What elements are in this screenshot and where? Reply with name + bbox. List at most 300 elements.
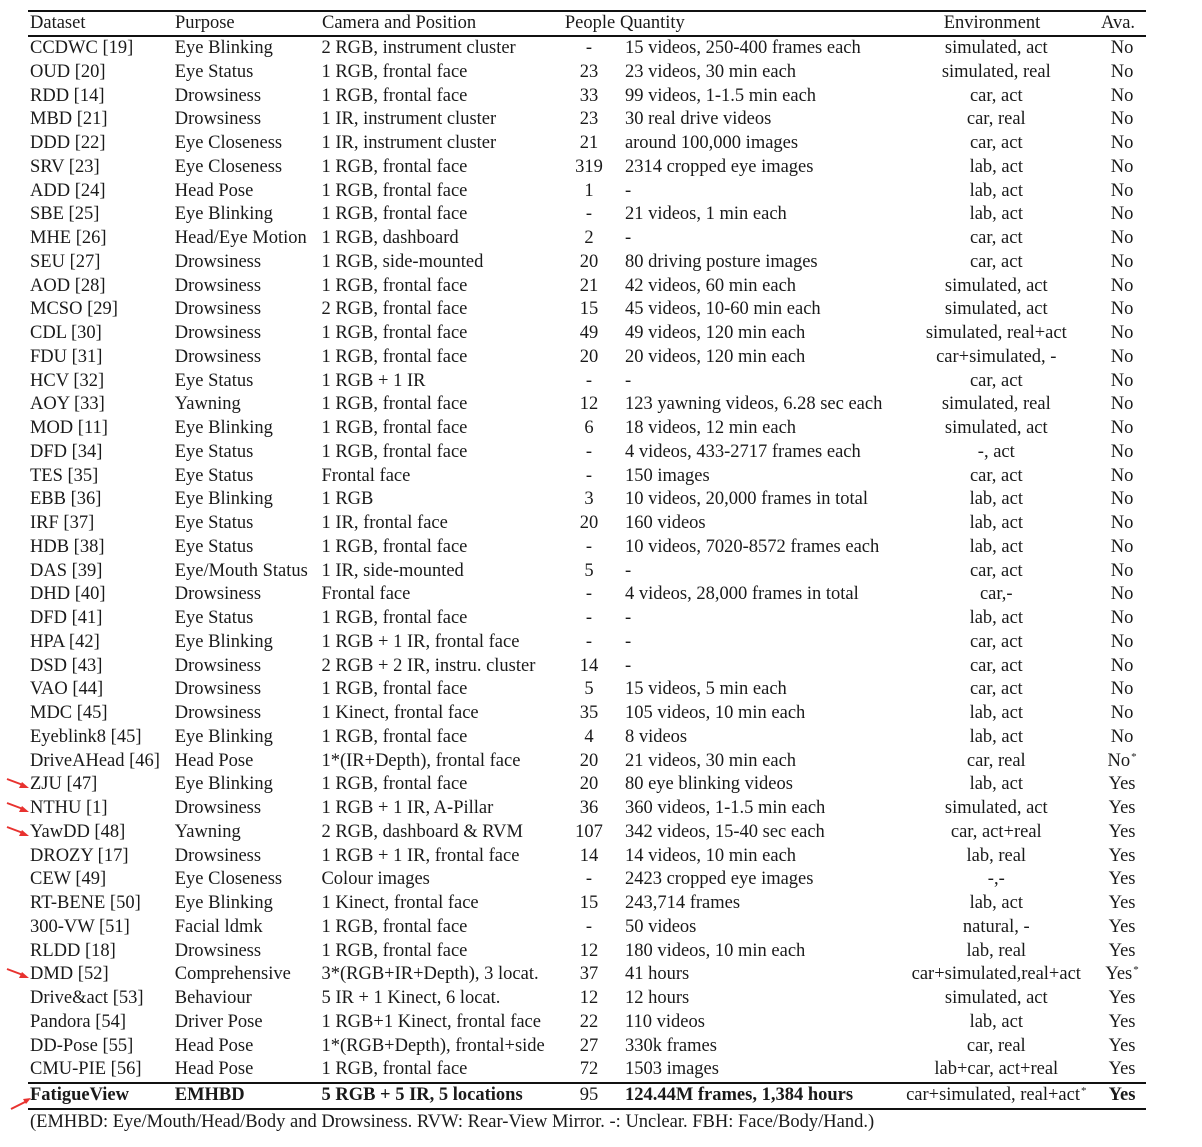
cell-camera: 1 RGB + 1 IR, frontal face — [321, 845, 520, 866]
cell-people: 1 — [584, 180, 594, 201]
available-text: No — [1107, 750, 1131, 771]
cell-available: No — [1110, 394, 1134, 415]
table-row — [28, 678, 1146, 702]
cell-environment: car, act — [969, 631, 1023, 652]
table-row — [28, 655, 1146, 679]
cell-people: 319 — [575, 156, 603, 177]
table-body — [28, 37, 1146, 1082]
cell-quantity: 160 videos — [624, 513, 706, 533]
cell-environment: lab, act — [969, 513, 1023, 533]
cell-available: No — [1110, 228, 1134, 248]
cell-dataset: DriveAHead [46] — [30, 750, 160, 771]
cell-available: No — [1110, 38, 1134, 58]
cell-camera: 1 RGB, frontal face — [321, 61, 468, 82]
cell-people: 2 — [584, 228, 594, 248]
cell-quantity: 360 videos, 1-1.5 min each — [624, 798, 826, 818]
cell-camera: 1 RGB, frontal face — [321, 346, 468, 367]
cell-people: - — [585, 584, 593, 605]
cell-environment: natural, - — [962, 916, 1030, 937]
cell-camera: 1 RGB, frontal face — [321, 441, 468, 462]
cell-environment: car, act — [969, 370, 1023, 391]
cell-camera: 1 IR, instrument cluster — [321, 109, 497, 130]
cell-camera: 1 RGB, frontal face — [321, 536, 468, 557]
table-row — [28, 916, 1146, 940]
cell-quantity: 10 videos, 20,000 frames in total — [624, 489, 868, 510]
table-row — [28, 251, 1146, 275]
cell-quantity: 42 videos, 60 min each — [624, 275, 797, 296]
cell-people: 21 — [579, 133, 599, 153]
cell-available: No — [1110, 346, 1134, 367]
header-people: People — [564, 13, 616, 33]
cell-camera: Colour images — [321, 869, 430, 890]
cell-quantity: - — [624, 180, 632, 201]
cell-environment: car, act — [969, 133, 1023, 153]
cell-available: Yes — [1108, 1035, 1136, 1056]
cell-people: 4 — [584, 726, 594, 747]
cell-dataset: NTHU [1] — [30, 798, 108, 818]
cell-dataset: RT-BENE [50] — [30, 893, 141, 913]
table-row — [28, 441, 1146, 465]
cell-dataset: EBB [36] — [30, 489, 102, 510]
cell-purpose: Drowsiness — [174, 346, 262, 367]
cell-purpose: Eye Closeness — [174, 869, 283, 890]
cell-purpose: Drowsiness — [174, 655, 262, 676]
cell-purpose: Eye Status — [174, 513, 254, 533]
cell-dataset: MCSO [29] — [30, 299, 118, 320]
cell-environment: lab+car, act+real — [934, 1059, 1059, 1080]
cell-available: Yes — [1108, 845, 1136, 866]
cell-purpose: Yawning — [174, 821, 241, 842]
cell-environment: lab, real — [966, 845, 1027, 866]
cell-purpose: Eye Status — [174, 536, 254, 557]
cell-purpose: Eye Blinking — [174, 774, 273, 795]
cell-environment: simulated, act — [944, 38, 1048, 58]
cell-camera: 1 RGB, frontal face — [321, 679, 468, 700]
cell-environment — [894, 1084, 1098, 1108]
cell-environment: simulated, act — [944, 418, 1048, 438]
cell-dataset: HCV [32] — [30, 370, 105, 391]
cell-people: - — [585, 370, 593, 391]
header-purpose: Purpose — [175, 13, 235, 33]
cell-people: 95 — [579, 1085, 599, 1105]
cell-purpose: Drowsiness — [174, 703, 262, 723]
cell-camera: 1 Kinect, frontal face — [321, 893, 479, 913]
cell-people: 33 — [579, 85, 599, 106]
cell-camera: Frontal face — [321, 584, 411, 605]
cell-people: 21 — [579, 275, 599, 296]
cell-available: No — [1110, 560, 1134, 581]
cell-camera: 1 RGB+1 Kinect, frontal face — [321, 1011, 541, 1032]
cell-dataset: Pandora [54] — [30, 1011, 127, 1032]
cell-available: Yes — [1108, 1059, 1136, 1080]
cell-dataset: CMU-PIE [56] — [30, 1059, 142, 1080]
cell-people: 27 — [579, 1035, 599, 1056]
cell-dataset: Eyeblink8 [45] — [30, 726, 142, 747]
cell-camera: 1 RGB, frontal face — [321, 394, 468, 415]
table-row — [28, 987, 1146, 1011]
cell-people: 20 — [579, 774, 599, 795]
cell-camera: 1 RGB, frontal face — [321, 275, 468, 296]
cell-available: No — [1110, 679, 1134, 700]
cell-environment: -, act — [977, 441, 1015, 462]
cell-quantity: - — [624, 228, 632, 248]
cell-available: No — [1110, 275, 1134, 296]
cell-environment: simulated, real — [941, 394, 1051, 415]
cell-environment: simulated, act — [944, 299, 1048, 320]
cell-environment: car, act — [969, 251, 1023, 272]
environment-text: car+simulated, real+act — [906, 1085, 1080, 1105]
cell-camera: 1 RGB, frontal face — [321, 85, 468, 106]
cell-people: - — [585, 441, 593, 462]
cell-people: - — [585, 869, 593, 890]
cell-quantity: 1503 images — [624, 1059, 719, 1080]
table-row — [28, 180, 1146, 204]
cell-available: No — [1110, 631, 1134, 652]
available-asterisk: * — [1133, 964, 1139, 977]
cell-quantity: 2423 cropped eye images — [624, 869, 814, 890]
cell-purpose: Eye/Mouth Status — [174, 560, 308, 581]
annotation-arrow-icon — [6, 776, 30, 790]
cell-purpose: Eye Blinking — [174, 38, 273, 58]
cell-environment: simulated, real+act — [925, 323, 1067, 343]
cell-purpose: Eye Blinking — [174, 893, 273, 913]
cell-camera: 2 RGB, frontal face — [321, 299, 468, 320]
cell-people: 37 — [579, 964, 599, 985]
header-available: Ava. — [1100, 13, 1136, 33]
cell-quantity: 21 videos, 30 min each — [624, 750, 797, 771]
annotation-arrow-icon — [6, 966, 30, 980]
table-row — [28, 702, 1146, 726]
table-row — [28, 560, 1146, 584]
cell-available: No — [1110, 489, 1134, 510]
annotation-arrow-icon — [6, 800, 30, 814]
cell-environment: lab, act — [969, 1011, 1023, 1032]
table-row — [28, 417, 1146, 441]
cell-environment: car,- — [979, 584, 1013, 605]
cell-camera: 5 RGB + 5 IR, 5 locations — [321, 1085, 523, 1105]
cell-camera: 1 RGB, frontal face — [321, 774, 468, 795]
cell-purpose: Head/Eye Motion — [174, 228, 307, 248]
table-row — [28, 37, 1146, 61]
cell-purpose: Drowsiness — [174, 679, 262, 700]
cell-quantity: 4 videos, 28,000 frames in total — [624, 584, 859, 605]
cell-people: - — [585, 916, 593, 937]
cell-camera: 2 RGB, instrument cluster — [321, 38, 516, 58]
cell-purpose: Eye Blinking — [174, 418, 273, 438]
cell-camera: 1 RGB, frontal face — [321, 156, 468, 177]
cell-available: No — [1110, 703, 1134, 723]
cell-camera: 1 RGB — [321, 489, 374, 510]
cell-environment: car, act — [969, 655, 1023, 676]
cell-camera: 1 RGB, frontal face — [321, 323, 468, 343]
cell-purpose: Drowsiness — [174, 323, 262, 343]
table-row — [28, 227, 1146, 251]
cell-quantity: 243,714 frames — [624, 893, 741, 913]
table-row — [28, 322, 1146, 346]
cell-camera: 1 RGB + 1 IR, A-Pillar — [321, 798, 494, 818]
cell-people: - — [585, 465, 593, 486]
cell-environment: car, real — [966, 109, 1026, 130]
cell-purpose: Drowsiness — [174, 251, 262, 272]
cell-environment: lab, real — [966, 940, 1027, 961]
cell-purpose: Drowsiness — [174, 940, 262, 961]
cell-environment: lab, act — [969, 180, 1023, 201]
cell-quantity: 18 videos, 12 min each — [624, 418, 797, 438]
table-row — [28, 845, 1146, 869]
cell-dataset: DMD [52] — [30, 964, 109, 985]
cell-quantity: 8 videos — [624, 726, 688, 747]
table-row — [28, 298, 1146, 322]
cell-dataset: OUD [20] — [30, 61, 106, 82]
table-row — [28, 1058, 1146, 1082]
cell-people: - — [585, 38, 593, 58]
cell-purpose: Driver Pose — [174, 1011, 263, 1032]
cell-purpose: Eye Blinking — [174, 726, 273, 747]
cell-available: No — [1110, 109, 1134, 130]
cell-camera: 1 RGB, dashboard — [321, 228, 459, 248]
cell-camera: Frontal face — [321, 465, 411, 486]
cell-dataset: TES [35] — [30, 465, 99, 486]
cell-available: No — [1110, 61, 1134, 82]
cell-environment: lab, act — [969, 703, 1023, 723]
cell-purpose: Drowsiness — [174, 845, 262, 866]
cell-dataset: CDL [30] — [30, 323, 102, 343]
dataset-comparison-table — [28, 10, 1146, 1134]
cell-available: No — [1110, 133, 1134, 153]
cell-people: 20 — [579, 251, 599, 272]
cell-quantity: 15 videos, 250-400 frames each — [624, 38, 861, 58]
cell-dataset: CCDWC [19] — [30, 38, 134, 58]
cell-camera: 1 RGB, frontal face — [321, 1059, 468, 1080]
cell-environment: car, act — [969, 228, 1023, 248]
cell-camera: 1 RGB, side-mounted — [321, 251, 484, 272]
cell-camera: 1 RGB, frontal face — [321, 916, 468, 937]
cell-available: No — [1110, 536, 1134, 557]
cell-quantity: 124.44M frames, 1,384 hours — [624, 1085, 854, 1105]
cell-quantity: 30 real drive videos — [624, 109, 772, 130]
cell-people: 15 — [579, 893, 599, 913]
table-row — [28, 607, 1146, 631]
cell-people: - — [585, 631, 593, 652]
annotation-arrow-icon — [10, 1096, 34, 1110]
cell-environment: lab, act — [969, 893, 1023, 913]
cell-environment: lab, act — [969, 608, 1023, 628]
cell-dataset: YawDD [48] — [30, 821, 126, 842]
cell-dataset: DROZY [17] — [30, 845, 129, 866]
cell-quantity: 99 videos, 1-1.5 min each — [624, 85, 817, 106]
cell-quantity: - — [624, 608, 632, 628]
cell-available: No — [1110, 513, 1134, 533]
table-row — [28, 85, 1146, 109]
cell-dataset: MHE [26] — [30, 228, 107, 248]
cell-available: Yes — [1108, 1085, 1136, 1105]
cell-camera: 1 Kinect, frontal face — [321, 703, 479, 723]
cell-camera: 1 IR, side-mounted — [321, 560, 464, 581]
cell-dataset: SEU [27] — [30, 251, 101, 272]
highlight-row-fatigueview — [28, 1084, 1146, 1108]
cell-purpose: Drowsiness — [174, 584, 262, 605]
cell-quantity: 330k frames — [624, 1035, 717, 1056]
table-row — [28, 892, 1146, 916]
cell-quantity: 20 videos, 120 min each — [624, 346, 806, 367]
cell-environment: lab, act — [969, 489, 1023, 510]
table-row — [28, 1011, 1146, 1035]
cell-people: - — [585, 204, 593, 225]
cell-dataset: MDC [45] — [30, 703, 108, 723]
cell-available — [1098, 750, 1146, 774]
cell-available — [1098, 963, 1146, 987]
cell-people: 20 — [579, 750, 599, 771]
cell-people: 5 — [584, 679, 594, 700]
cell-people: 107 — [575, 821, 603, 842]
cell-purpose: Drowsiness — [174, 109, 262, 130]
cell-purpose: Drowsiness — [174, 275, 262, 296]
cell-people: - — [585, 608, 593, 628]
table-row — [28, 108, 1146, 132]
environment-asterisk: * — [1080, 1085, 1087, 1097]
cell-camera: 1 RGB, frontal face — [321, 940, 468, 961]
cell-quantity: 14 videos, 10 min each — [624, 845, 797, 866]
cell-camera: 3*(RGB+IR+Depth), 3 locat. — [321, 964, 539, 985]
cell-available: Yes — [1108, 1011, 1136, 1032]
cell-dataset: FatigueView — [30, 1085, 129, 1105]
table-row — [28, 275, 1146, 299]
cell-quantity: 15 videos, 5 min each — [624, 679, 787, 700]
cell-purpose: Drowsiness — [174, 299, 262, 320]
header-quantity: Quantity — [620, 13, 685, 33]
cell-people: 5 — [584, 560, 594, 581]
cell-available: No — [1110, 726, 1134, 747]
cell-purpose: Eye Closeness — [174, 133, 283, 153]
cell-environment: simulated, act — [944, 275, 1048, 296]
table-row — [28, 61, 1146, 85]
cell-people: 15 — [579, 299, 599, 320]
cell-environment: car, act — [969, 465, 1023, 486]
cell-environment: lab, act — [969, 726, 1023, 747]
cell-dataset: CEW [49] — [30, 869, 107, 890]
cell-dataset: RLDD [18] — [30, 940, 116, 961]
cell-available: No — [1110, 251, 1134, 272]
cell-quantity: 105 videos, 10 min each — [624, 703, 806, 723]
cell-quantity: 80 eye blinking videos — [624, 774, 793, 795]
cell-camera: 1*(IR+Depth), frontal face — [321, 750, 521, 771]
cell-camera: 1 RGB, frontal face — [321, 418, 468, 438]
cell-purpose: Head Pose — [174, 750, 254, 771]
cell-dataset: 300-VW [51] — [30, 916, 130, 937]
cell-quantity: 2314 cropped eye images — [624, 156, 814, 177]
cell-available: Yes — [1108, 774, 1136, 795]
cell-quantity: 10 videos, 7020-8572 frames each — [624, 536, 880, 557]
available-text: Yes — [1105, 964, 1133, 985]
cell-available: Yes — [1108, 798, 1136, 818]
cell-dataset: MOD [11] — [30, 418, 108, 438]
cell-environment: simulated, act — [944, 798, 1048, 818]
cell-dataset: FDU [31] — [30, 346, 103, 367]
cell-dataset: IRF [37] — [30, 513, 95, 533]
cell-quantity: 80 driving posture images — [624, 251, 818, 272]
cell-people: 12 — [579, 394, 599, 415]
cell-environment: car+simulated,real+act — [911, 964, 1081, 985]
cell-quantity: - — [624, 655, 632, 676]
cell-dataset: ZJU [47] — [30, 774, 98, 795]
cell-people: 20 — [579, 513, 599, 533]
cell-environment: car, real — [966, 1035, 1026, 1056]
cell-purpose: Head Pose — [174, 180, 254, 201]
cell-camera: 1 RGB, frontal face — [321, 608, 468, 628]
table-row — [28, 583, 1146, 607]
cell-quantity: 21 videos, 1 min each — [624, 204, 787, 225]
table-row — [28, 940, 1146, 964]
cell-dataset: SBE [25] — [30, 204, 100, 225]
table-row — [28, 132, 1146, 156]
cell-purpose: Eye Blinking — [174, 489, 273, 510]
cell-dataset: Drive&act [53] — [30, 988, 144, 1008]
cell-purpose: Head Pose — [174, 1035, 254, 1056]
cell-purpose: Drowsiness — [174, 85, 262, 106]
cell-available: No — [1110, 323, 1134, 343]
table-row — [28, 631, 1146, 655]
table-row — [28, 773, 1146, 797]
cell-purpose: Eye Blinking — [174, 631, 273, 652]
cell-people: 20 — [579, 346, 599, 367]
cell-available: No — [1110, 85, 1134, 106]
table-row — [28, 726, 1146, 750]
cell-camera: 1*(RGB+Depth), frontal+side — [321, 1035, 545, 1056]
cell-quantity: 342 videos, 15-40 sec each — [624, 821, 825, 842]
table-footnote: (EMHBD: Eye/Mouth/Head/Body and Drowsiness. RVW: Rear-View Mirror. -: Unclear. FBH: Face/Body/Hand.) — [30, 1111, 875, 1132]
cell-available: Yes — [1108, 916, 1136, 937]
cell-environment: car, real — [966, 750, 1026, 771]
cell-environment: car+simulated, - — [936, 346, 1057, 367]
cell-available: No — [1110, 655, 1134, 676]
cell-environment: lab, act — [969, 536, 1023, 557]
cell-quantity: 45 videos, 10-60 min each — [624, 299, 821, 320]
cell-people: 23 — [579, 61, 599, 82]
cell-quantity: - — [624, 370, 632, 391]
cell-people: 3 — [584, 489, 594, 510]
cell-environment: -,- — [987, 869, 1005, 890]
cell-quantity: 23 videos, 30 min each — [624, 61, 797, 82]
cell-dataset: DHD [40] — [30, 584, 106, 605]
cell-dataset: DFD [41] — [30, 608, 103, 628]
cell-quantity: 49 videos, 120 min each — [624, 323, 806, 343]
cell-quantity: 150 images — [624, 465, 710, 486]
cell-available: No — [1110, 441, 1134, 462]
available-asterisk: * — [1131, 750, 1137, 763]
cell-quantity: 110 videos — [624, 1011, 705, 1032]
cell-dataset: RDD [14] — [30, 85, 105, 106]
table-row — [28, 750, 1146, 774]
cell-dataset: VAO [44] — [30, 679, 104, 700]
cell-purpose: Comprehensive — [174, 964, 291, 985]
cell-quantity: 50 videos — [624, 916, 697, 937]
cell-available: No — [1110, 584, 1134, 605]
cell-available: No — [1110, 608, 1134, 628]
table-row — [28, 536, 1146, 560]
cell-purpose: Eye Status — [174, 465, 254, 486]
cell-available: No — [1110, 370, 1134, 391]
cell-available: Yes — [1108, 940, 1136, 961]
cell-people: 6 — [584, 418, 594, 438]
cell-dataset: DD-Pose [55] — [30, 1035, 134, 1056]
cell-purpose: Eye Blinking — [174, 204, 273, 225]
cell-purpose: Eye Closeness — [174, 156, 283, 177]
cell-purpose: Eye Status — [174, 61, 254, 82]
table-row — [28, 488, 1146, 512]
cell-people: 49 — [579, 323, 599, 343]
cell-available: Yes — [1108, 893, 1136, 913]
table-row — [28, 821, 1146, 845]
